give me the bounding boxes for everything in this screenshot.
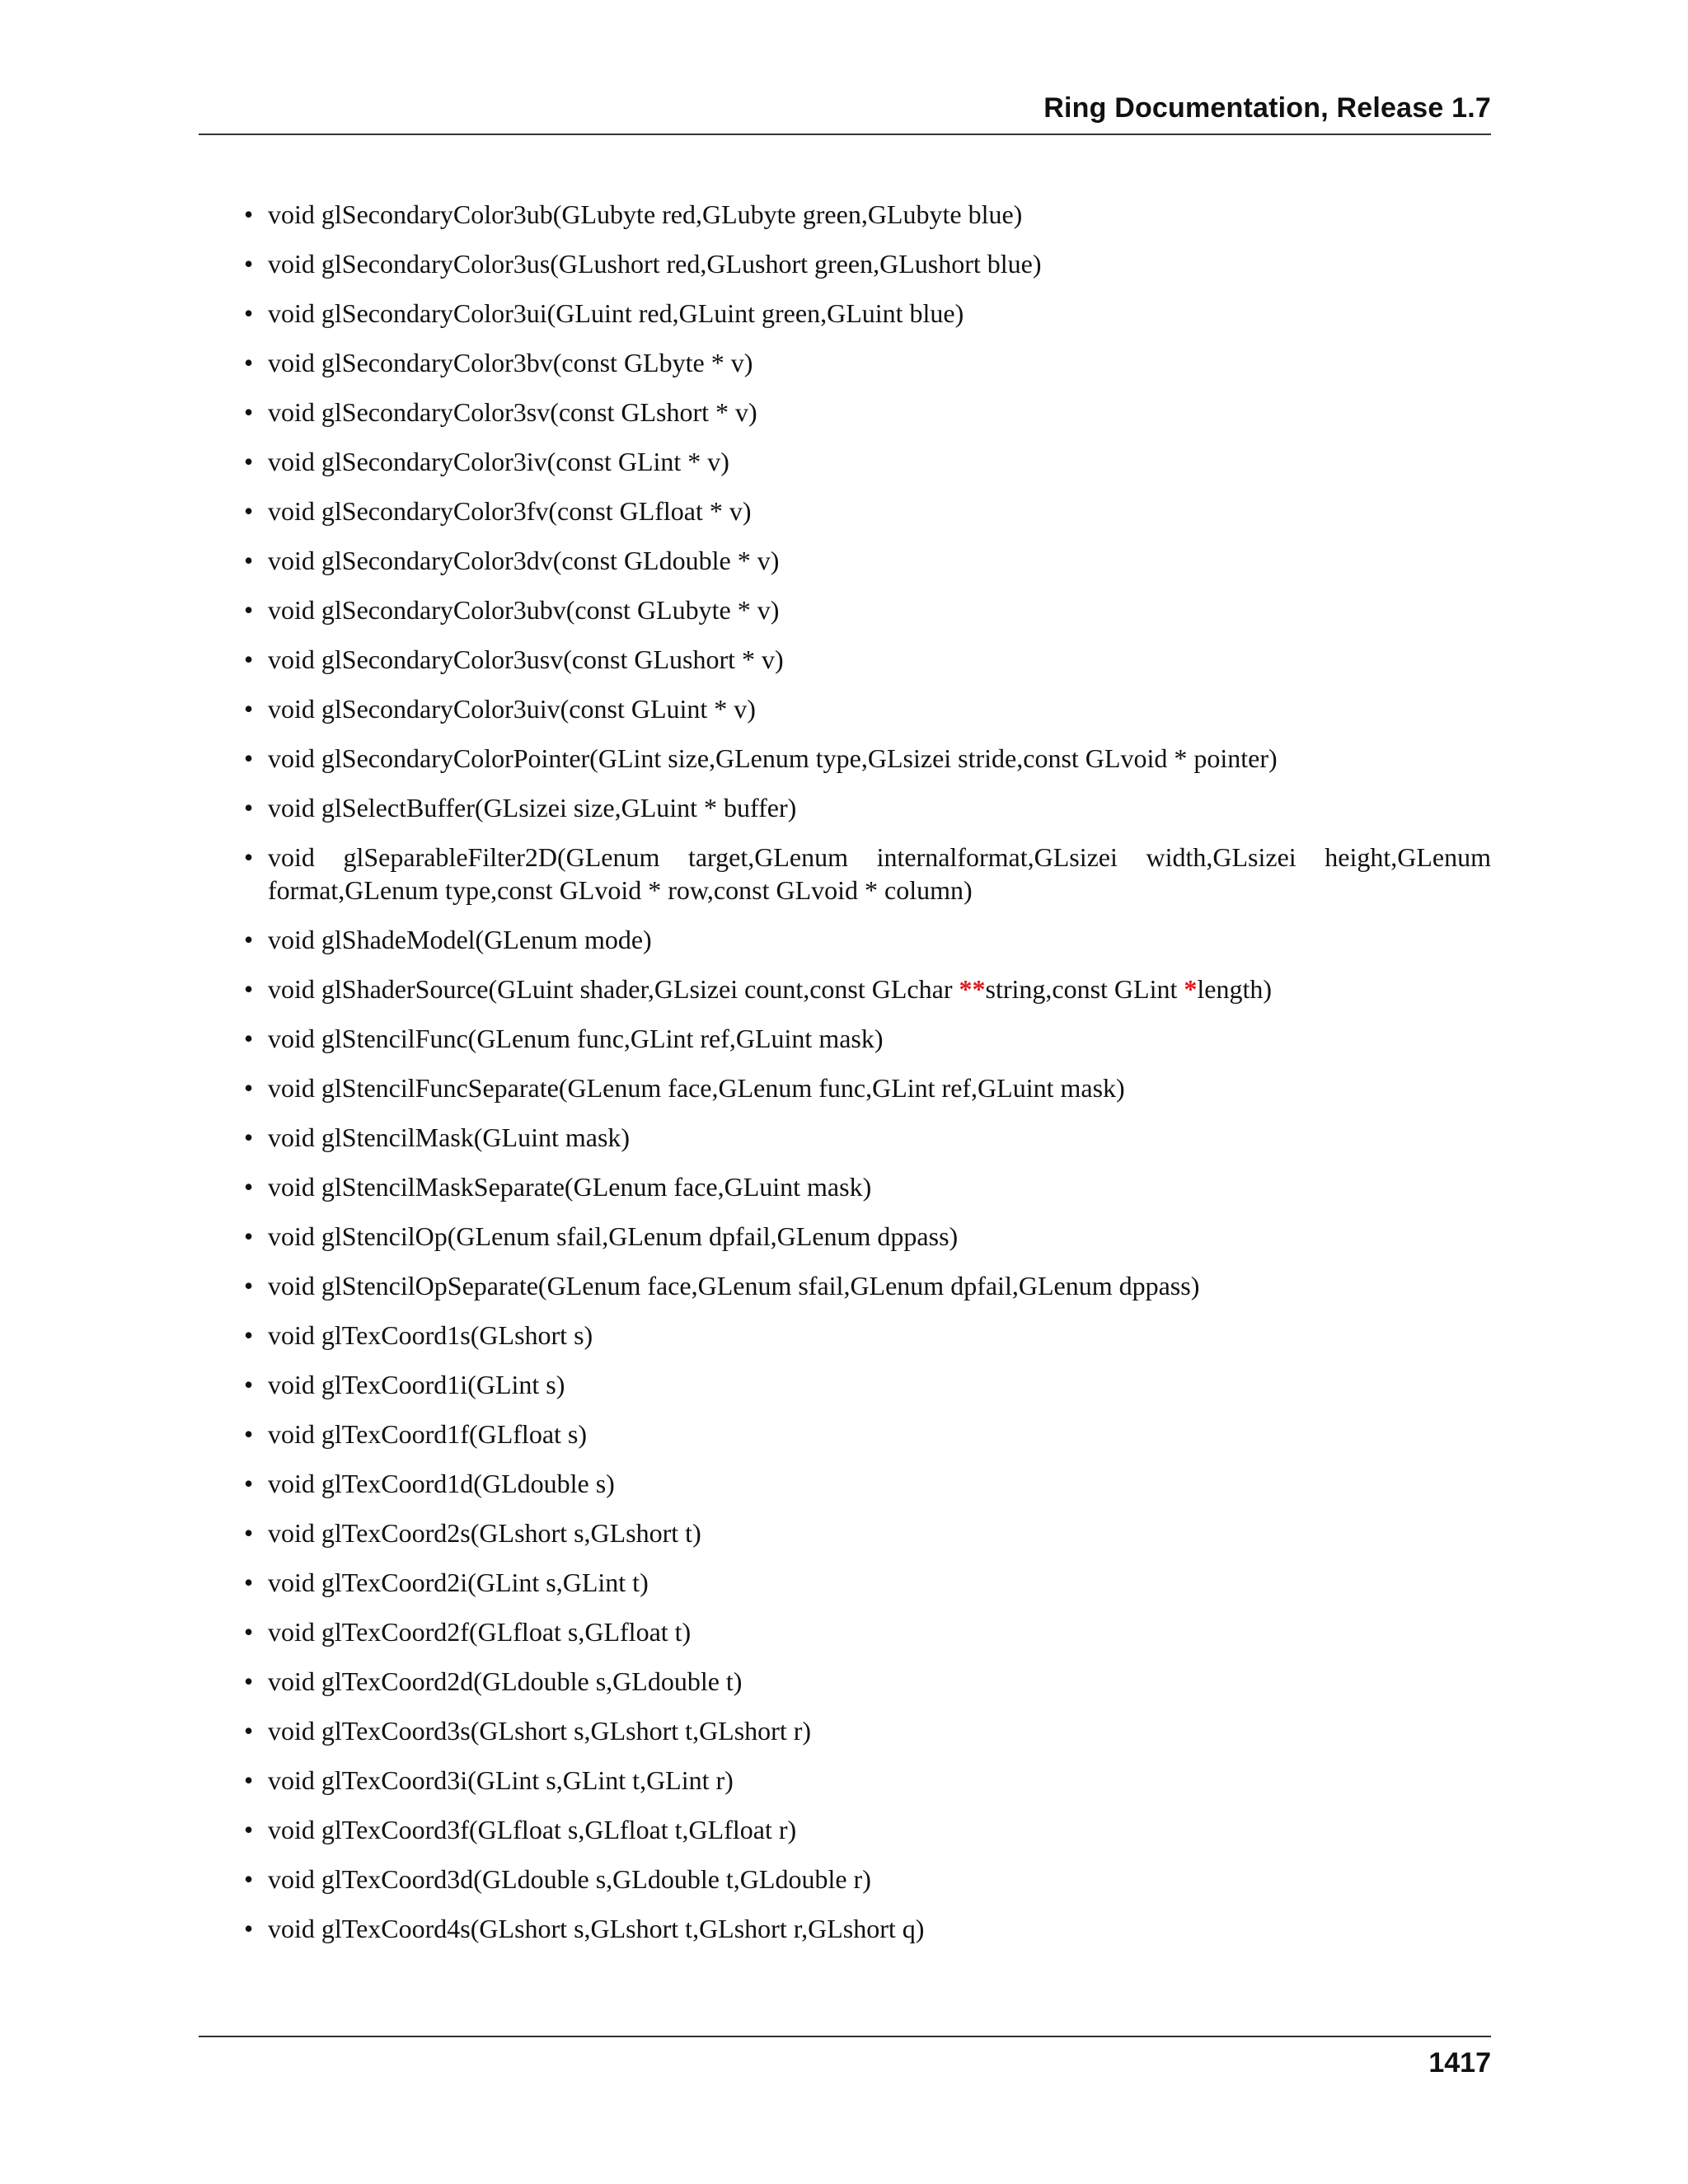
function-signature xyxy=(268,199,1022,229)
signature-text: void glShaderSource(GLuint shader,GLsizei count,const GLchar xyxy=(268,974,959,1004)
signature-text: void glSecondaryColor3uiv(const GLuint * v) xyxy=(268,694,756,724)
bullet-icon: • xyxy=(244,1419,254,1449)
signature-text: string,const GLint xyxy=(985,974,1184,1004)
signature-text: void glSeparableFilter2D(GLenum target,GLenum internalformat,GLsizei width,GLsizei height,GLenum format,GLenum type,const GLvoid * row,const GLvoid * column) xyxy=(268,842,1491,905)
bullet-icon: • xyxy=(244,1765,254,1795)
bullet-icon: • xyxy=(244,199,254,229)
list-item xyxy=(244,297,1491,330)
signature-text: void glTexCoord1i(GLint s) xyxy=(268,1370,565,1399)
function-signature xyxy=(268,1122,630,1152)
list-item xyxy=(244,1863,1491,1896)
signature-text: void glTexCoord4s(GLshort s,GLshort t,GLshort r,GLshort q) xyxy=(268,1914,925,1943)
list-item xyxy=(244,494,1491,527)
document-title: Ring Documentation, Release 1.7 xyxy=(1043,92,1491,124)
bullet-icon: • xyxy=(244,1122,254,1152)
signature-text: void glSecondaryColor3ui(GLuint red,GLuint green,GLuint blue) xyxy=(268,298,964,328)
page-header xyxy=(199,89,1491,135)
list-item xyxy=(244,791,1491,824)
bullet-icon: • xyxy=(244,249,254,279)
function-signature xyxy=(268,743,1278,773)
bullet-icon: • xyxy=(244,447,254,476)
list-item xyxy=(244,396,1491,429)
emphasis-marker: * xyxy=(1184,974,1198,1004)
function-signature xyxy=(268,546,779,575)
bullet-icon: • xyxy=(244,743,254,773)
function-signature xyxy=(268,1568,649,1597)
function-signature xyxy=(268,595,779,625)
signature-text: void glSecondaryColor3dv(const GLdouble * v) xyxy=(268,546,780,575)
list-item xyxy=(244,1368,1491,1401)
function-signature xyxy=(268,1370,565,1399)
bullet-icon: • xyxy=(244,842,254,872)
function-signature xyxy=(268,298,964,328)
signature-text: void glTexCoord2i(GLint s,GLint t) xyxy=(268,1568,649,1597)
signature-text: void glStencilOp(GLenum sfail,GLenum dpfail,GLenum dppass) xyxy=(268,1221,959,1251)
list-item xyxy=(244,1714,1491,1747)
list-item xyxy=(244,742,1491,775)
function-signature xyxy=(268,1024,884,1053)
bullet-icon: • xyxy=(244,694,254,724)
list-item xyxy=(244,1764,1491,1797)
signature-text: void glStencilMask(GLuint mask) xyxy=(268,1122,631,1152)
list-item xyxy=(244,1121,1491,1154)
signature-text: void glTexCoord1s(GLshort s) xyxy=(268,1320,593,1350)
function-signature xyxy=(268,1815,796,1844)
bullet-icon: • xyxy=(244,1914,254,1943)
function-signature xyxy=(268,1073,1125,1103)
signature-text: void glTexCoord2s(GLshort s,GLshort t) xyxy=(268,1518,701,1548)
list-item xyxy=(244,1516,1491,1549)
signature-text: void glTexCoord3d(GLdouble s,GLdouble t,GLdouble r) xyxy=(268,1864,871,1894)
function-signature xyxy=(268,1716,811,1746)
list-item xyxy=(244,1022,1491,1055)
function-signature xyxy=(268,1914,924,1943)
bullet-icon: • xyxy=(244,1271,254,1301)
list-item xyxy=(244,841,1491,907)
signature-text: void glTexCoord2f(GLfloat s,GLfloat t) xyxy=(268,1617,692,1647)
bullet-icon: • xyxy=(244,595,254,625)
bullet-icon: • xyxy=(244,1716,254,1746)
bullet-icon: • xyxy=(244,925,254,954)
function-signature xyxy=(268,348,753,377)
list-item xyxy=(244,247,1491,280)
list-item xyxy=(244,544,1491,577)
list-item xyxy=(244,1912,1491,1945)
list-item xyxy=(244,1170,1491,1203)
bullet-icon: • xyxy=(244,1172,254,1202)
signature-text: void glStencilMaskSeparate(GLenum face,GLuint mask) xyxy=(268,1172,872,1202)
signature-text: void glStencilFuncSeparate(GLenum face,GLenum func,GLint ref,GLuint mask) xyxy=(268,1073,1125,1103)
signature-text: void glStencilFunc(GLenum func,GLint ref,GLuint mask) xyxy=(268,1024,884,1053)
function-signature xyxy=(268,793,796,823)
bullet-icon: • xyxy=(244,1666,254,1696)
bullet-icon: • xyxy=(244,1617,254,1647)
list-item xyxy=(244,1418,1491,1451)
signature-text: void glSelectBuffer(GLsizei size,GLuint * buffer) xyxy=(268,793,797,823)
bullet-icon: • xyxy=(244,397,254,427)
signature-text: void glSecondaryColor3ub(GLubyte red,GLubyte green,GLubyte blue) xyxy=(268,199,1023,229)
function-signature xyxy=(268,397,757,427)
list-item xyxy=(244,1566,1491,1599)
bullet-icon: • xyxy=(244,1518,254,1548)
signature-text: void glTexCoord3s(GLshort s,GLshort t,GLshort r) xyxy=(268,1716,812,1746)
function-signature xyxy=(268,496,752,526)
signature-text: void glSecondaryColor3bv(const GLbyte * v) xyxy=(268,348,753,377)
signature-text: void glTexCoord1f(GLfloat s) xyxy=(268,1419,588,1449)
signature-text: void glTexCoord1d(GLdouble s) xyxy=(268,1469,615,1498)
bullet-icon: • xyxy=(244,1815,254,1844)
page-footer xyxy=(199,2036,1491,2079)
bullet-icon: • xyxy=(244,1370,254,1399)
bullet-icon: • xyxy=(244,1073,254,1103)
main-content xyxy=(244,198,1491,1961)
bullet-icon: • xyxy=(244,298,254,328)
bullet-icon: • xyxy=(244,1024,254,1053)
function-signature xyxy=(268,1469,615,1498)
function-signature xyxy=(268,644,784,674)
signature-text: void glSecondaryColor3ubv(const GLubyte * v) xyxy=(268,595,780,625)
list-item xyxy=(244,1071,1491,1104)
bullet-icon: • xyxy=(244,1320,254,1350)
function-signature xyxy=(268,1271,1199,1301)
list-item xyxy=(244,445,1491,478)
bullet-icon: • xyxy=(244,546,254,575)
function-signature xyxy=(268,1864,871,1894)
function-signature xyxy=(268,1518,701,1548)
signature-text: void glSecondaryColor3iv(const GLint * v) xyxy=(268,447,729,476)
signature-text: void glTexCoord3f(GLfloat s,GLfloat t,GLfloat r) xyxy=(268,1815,797,1844)
bullet-icon: • xyxy=(244,348,254,377)
signature-text: void glTexCoord3i(GLint s,GLint t,GLint r) xyxy=(268,1765,734,1795)
list-item xyxy=(244,1269,1491,1302)
bullet-icon: • xyxy=(244,793,254,823)
signature-text: void glStencilOpSeparate(GLenum face,GLenum sfail,GLenum dpfail,GLenum dppass) xyxy=(268,1271,1200,1301)
function-signature xyxy=(268,1320,593,1350)
function-signature xyxy=(268,1765,734,1795)
list-item xyxy=(244,923,1491,956)
list-item xyxy=(244,972,1491,1005)
signature-text: void glTexCoord2d(GLdouble s,GLdouble t) xyxy=(268,1666,743,1696)
list-item xyxy=(244,1319,1491,1352)
signature-text: void glSecondaryColor3fv(const GLfloat * v) xyxy=(268,496,752,526)
function-signature xyxy=(268,1172,871,1202)
bullet-icon: • xyxy=(244,1864,254,1894)
function-signature xyxy=(268,925,652,954)
list-item xyxy=(244,1665,1491,1698)
signature-text: void glSecondaryColor3usv(const GLushort * v) xyxy=(268,644,784,674)
list-item xyxy=(244,198,1491,231)
list-item xyxy=(244,1813,1491,1846)
signature-text: void glSecondaryColor3sv(const GLshort * v) xyxy=(268,397,757,427)
list-item xyxy=(244,643,1491,676)
function-signature xyxy=(268,694,756,724)
function-signature xyxy=(268,1617,691,1647)
bullet-icon: • xyxy=(244,496,254,526)
bullet-icon: • xyxy=(244,1568,254,1597)
bullet-icon: • xyxy=(244,1469,254,1498)
signature-text: length) xyxy=(1197,974,1272,1004)
signature-text: void glSecondaryColorPointer(GLint size,GLenum type,GLsizei stride,const GLvoid * pointer) xyxy=(268,743,1278,773)
function-signature xyxy=(268,842,1491,905)
list-item xyxy=(244,593,1491,626)
function-signature xyxy=(268,974,1272,1004)
signature-text: void glShadeModel(GLenum mode) xyxy=(268,925,652,954)
list-item xyxy=(244,1220,1491,1253)
bullet-icon: • xyxy=(244,644,254,674)
signature-text: void glSecondaryColor3us(GLushort red,GLushort green,GLushort blue) xyxy=(268,249,1042,279)
page-number: 1417 xyxy=(1428,2047,1491,2079)
list-item xyxy=(244,1467,1491,1500)
function-signature xyxy=(268,447,729,476)
function-signature xyxy=(268,1419,587,1449)
list-item xyxy=(244,692,1491,725)
function-signature xyxy=(268,1666,742,1696)
function-signature xyxy=(268,1221,958,1251)
list-item xyxy=(244,346,1491,379)
bullet-icon: • xyxy=(244,1221,254,1251)
function-list xyxy=(244,198,1491,1945)
emphasis-marker: ** xyxy=(959,974,986,1004)
function-signature xyxy=(268,249,1041,279)
bullet-icon: • xyxy=(244,974,254,1004)
list-item xyxy=(244,1615,1491,1648)
